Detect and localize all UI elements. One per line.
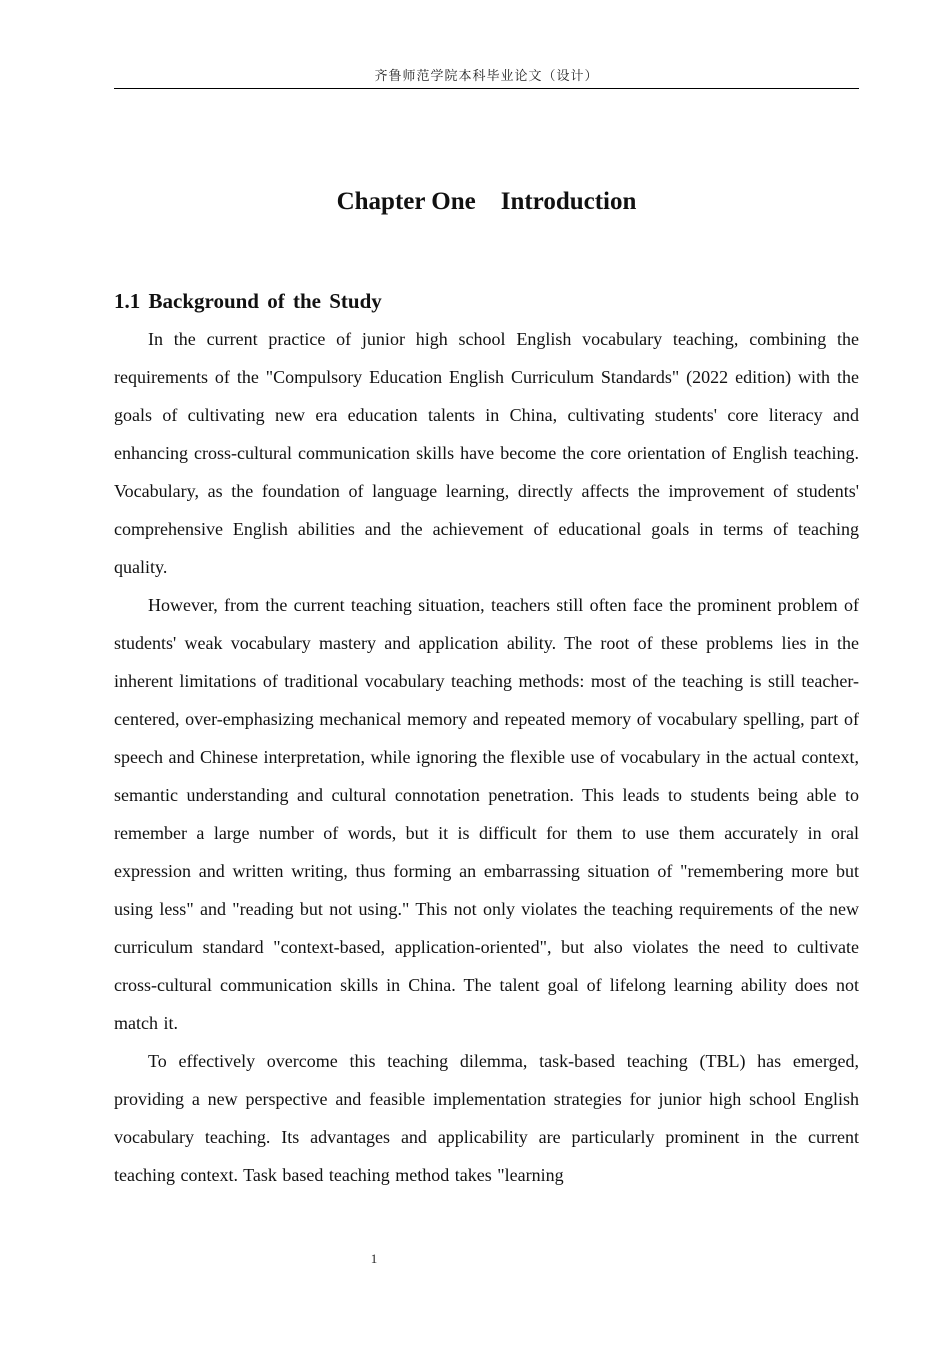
header-rule bbox=[114, 88, 859, 89]
body-text bbox=[114, 320, 859, 1228]
paragraph-3: To effectively overcome this teaching dilemma, task-based teaching (TBL) has emerged, providing a new perspective and feasible implementation strategies for junior high school English vocabulary teaching. Its advantages and applicability are particularly prominent in the current teaching context. Task based teaching method takes "learning bbox=[114, 1051, 859, 1185]
page-number: 1 bbox=[370, 1251, 378, 1266]
paragraph-1: In the current practice of junior high school English vocabulary teaching, combining the requirements of the "Compulsory Education English Curriculum Standards" (2022 edition) with the goals of cultivating new era education talents in China, cultivating students' core literacy and enhancing cross-cultural communication skills have become the core orientation of English teaching. Vocabulary, as the foundation of language learning, directly affects the improvement of students' comprehensive English abilities and the achievement of educational goals in terms of teaching quality. bbox=[114, 329, 859, 577]
chapter-title: Chapter One Introduction bbox=[336, 188, 637, 215]
running-header: 齐鲁师范学院本科毕业论文（设计） bbox=[374, 69, 599, 84]
section-heading: 1.1 Background of the Study bbox=[114, 289, 382, 313]
paragraph-2: However, from the current teaching situation, teachers still often face the prominent problem of students' weak vocabulary mastery and application ability. The root of these problems lies in the inherent limitations of traditional vocabulary teaching methods: most of the teaching is still teacher-centered, over-emphasizing mechanical memory and repeated memory of vocabulary spelling, part of speech and Chinese interpretation, while ignoring the flexible use of vocabulary in the actual context, semantic understanding and cultural connotation penetration. This leads to students being able to remember a large number of words, but it is difficult for them to use them accurately in oral expression and written writing, thus forming an embarrassing situation of "remembering more but using less" and "reading but not using." This not only violates the teaching requirements of the new curriculum standard "context-based, application-oriented", but also violates the need to cultivate cross-cultural communication skills in China. The talent goal of lifelong learning ability does not match it. bbox=[114, 595, 859, 1033]
